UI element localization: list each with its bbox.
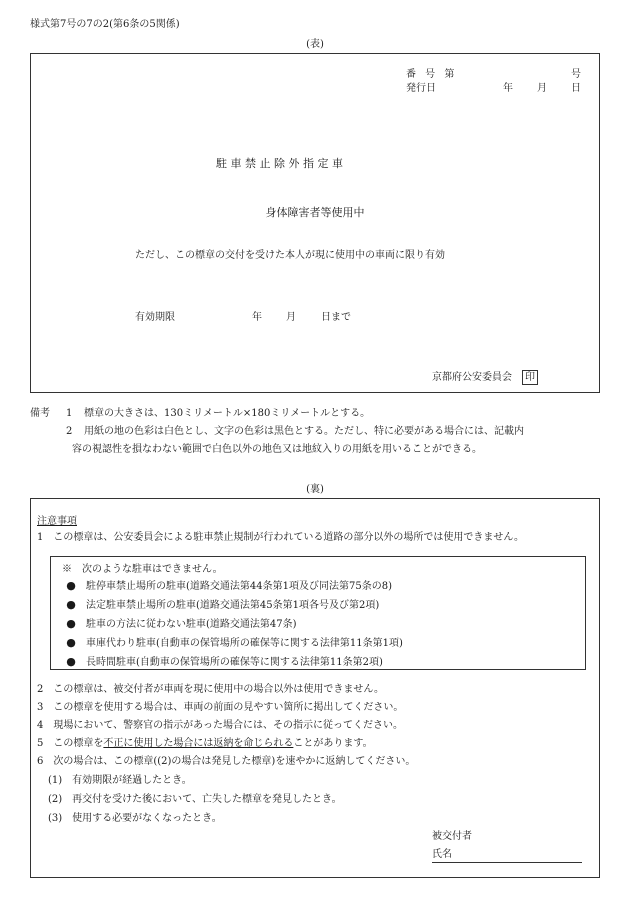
- number-label: 番 号 第: [406, 69, 458, 80]
- bullet-icon: ●: [66, 598, 76, 611]
- prohibited-item: [62, 617, 297, 632]
- name-label: 氏名: [432, 849, 452, 860]
- seal-mark: 印: [522, 370, 538, 385]
- notice-title: 注意事項: [37, 516, 77, 527]
- sub-item-2: (2) 再交付を受けた後において、亡失した標章を発見したとき。: [48, 794, 342, 805]
- notice-item-5: [37, 737, 373, 751]
- remarks-item2-line2: 容の視認性を損なわない範囲で白色以外の地色又は地紋入りの用紙を用いることができる。: [72, 444, 482, 455]
- notice-item-5-a: 5 この標章を: [37, 738, 104, 749]
- validity-label: 有効期限: [135, 312, 175, 323]
- validity-year: 年: [252, 312, 262, 323]
- recipient-label: 被交付者: [432, 831, 472, 842]
- prohibited-item-text: 法定駐車禁止場所の駐車(道路交通法第45条第1項各号及び第2項): [86, 600, 380, 611]
- bullet-icon: ●: [66, 579, 76, 592]
- prohibited-item: [62, 655, 383, 670]
- notice-item-3: 3 この標章を使用する場合は、車両の前面の見やすい箇所に掲出してください。: [37, 702, 404, 713]
- notice-item-6: 6 次の場合は、この標章((2)の場合は発見した標章)を速やかに返納してください。: [37, 756, 416, 767]
- remarks-item1: 標章の大きさは、130ミリメートル×180ミリメートルとする。: [84, 408, 371, 419]
- bullet-icon: ●: [66, 655, 76, 668]
- notice-item-2: 2 この標章は、被交付者が車両を現に使用中の場合以外は使用できません。: [37, 684, 384, 695]
- notice-item-5-b: ことがあります。: [293, 738, 373, 749]
- remarks-label: 備考: [30, 408, 50, 419]
- prohibited-item-text: 長時間駐車(自動車の保管場所の確保等に関する法律第11条第2項): [86, 657, 383, 668]
- issuer-name: 京都府公安委員会: [432, 372, 512, 383]
- sub-item-1: (1) 有効期限が経過したとき。: [48, 775, 192, 786]
- prohibited-item: [62, 636, 403, 651]
- issue-date-label: 発行日: [406, 83, 436, 94]
- issuer: [432, 370, 538, 385]
- notice-item-4: 4 現場において、警察官の指示があった場合には、その指示に従ってください。: [37, 720, 404, 731]
- back-label: (裏): [306, 484, 324, 495]
- issue-day: 日: [571, 83, 581, 94]
- validity-until: 日まで: [321, 312, 351, 323]
- issue-month: 月: [537, 83, 547, 94]
- prohibited-item: [62, 598, 379, 613]
- prohibited-item: [62, 579, 392, 594]
- remarks-item2-line1: 用紙の地の色彩は白色とし、文字の色彩は黒色とする。ただし、特に必要がある場合には、記載内: [84, 426, 524, 437]
- issue-year: 年: [503, 83, 513, 94]
- remarks-item2-num: 2: [66, 426, 73, 437]
- form-label: 様式第7号の7の2(第6条の5関係): [30, 19, 180, 30]
- front-panel: [30, 53, 600, 393]
- notice-item-5-underlined: 不正に使用した場合には返納を命じられる: [103, 738, 294, 749]
- number-suffix: 号: [571, 69, 581, 80]
- prohibited-item-text: 駐停車禁止場所の駐車(道路交通法第44条第1項及び同法第75条の8): [86, 581, 392, 592]
- prohibited-intro: ※ 次のような駐車はできません。: [62, 564, 223, 575]
- condition-text: ただし、この標章の交付を受けた本人が現に使用中の車両に限り有効: [135, 250, 445, 261]
- page-title: 駐 車 禁 止 除 外 指 定 車: [216, 157, 343, 170]
- signature-line[interactable]: [432, 862, 582, 863]
- subtitle: 身体障害者等使用中: [265, 206, 365, 219]
- remarks-item1-num: 1: [66, 408, 73, 419]
- front-label: (表): [306, 39, 324, 50]
- prohibited-item-text: 駐車の方法に従わない駐車(道路交通法第47条): [86, 619, 297, 630]
- notice-item-1: 1 この標章は、公安委員会による駐車禁止規制が行われている道路の部分以外の場所では使用できません。: [37, 532, 524, 543]
- bullet-icon: ●: [66, 617, 76, 630]
- bullet-icon: ●: [66, 636, 76, 649]
- validity-month: 月: [286, 312, 296, 323]
- prohibited-item-text: 車庫代わり駐車(自動車の保管場所の確保等に関する法律第11条第1項): [86, 638, 403, 649]
- sub-item-3: (3) 使用する必要がなくなったとき。: [48, 813, 222, 824]
